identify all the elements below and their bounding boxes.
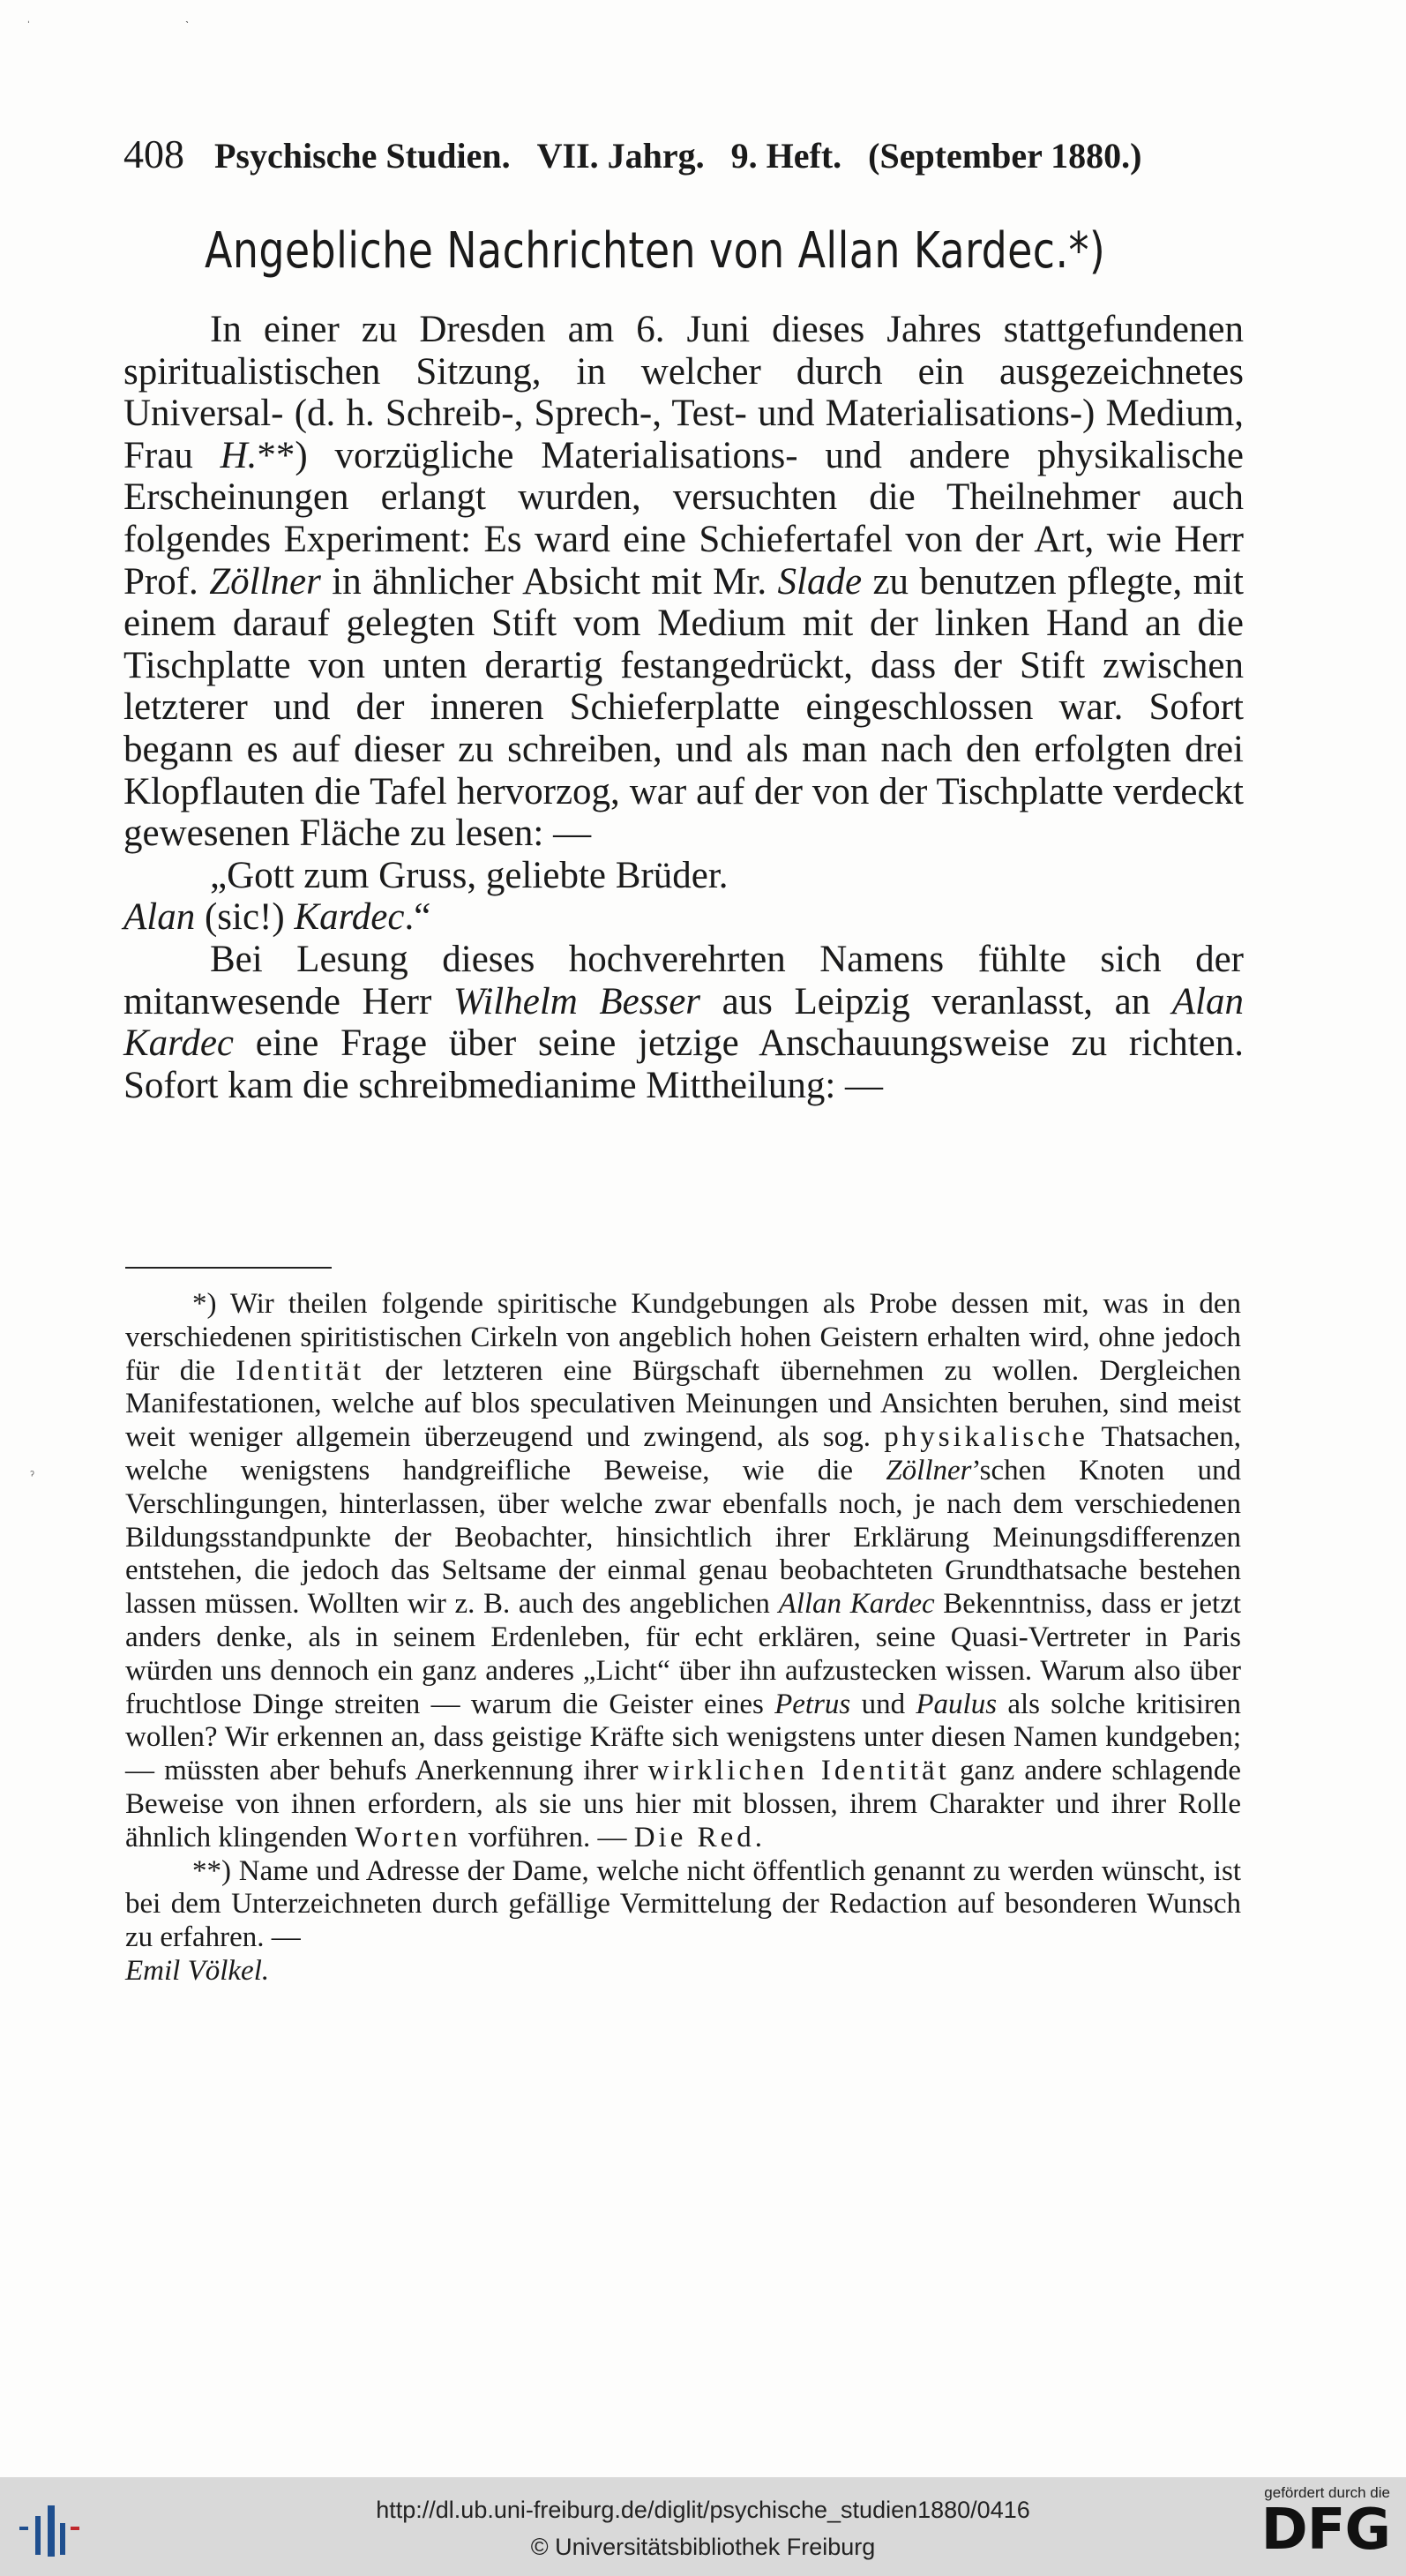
dfg-logo: DFG — [1260, 2497, 1390, 2563]
message-signature: Alan (sic!) Kardec.“ — [123, 896, 431, 939]
paragraph-2: Bei Lesung dieses hochverehrten Namens fühlte sich der mitanwesende Herr Wilhelm Besser aus Leipzig veranlasst, an Alan Kardec eine Frage über seine jetzige Anschauungsweise zu richten. Sofort kam die schreibmedianime Mittheilung: — — [123, 938, 1244, 1106]
volume-label: VII. Jahrg. — [536, 136, 705, 176]
issue-date: (September 1880.) — [868, 136, 1142, 176]
journal-title: Psychische Studien. — [214, 136, 511, 176]
article-title: Angebliche Nachrichten von Allan Kardec.*) — [205, 222, 1106, 280]
message-greeting: „Gott zum Gruss, geliebte Brüder. — [210, 854, 729, 896]
paragraph-1: In einer zu Dresden am 6. Juni dieses Jahres stattgefundenen spiritualistischen Sitzung, in welcher durch ein ausgezeichnetes Universal- (d. h. Schreib-, Sprech-, Test- und Materialisations-) Medium, Frau H.**) vorzügliche Materialisations- und andere physikalische Erscheinungen erlangt wurden, versuchten die Theilnehmer auch folgendes Experiment: Es ward eine Schiefertafel von der Art, wie Herr Prof. Zöllner in ähnlicher Absicht mit Mr. Slade zu benutzen pflegte, mit einem darauf gelegten Stift vom Medium mit der linken Hand an die Tischplatte von unten derartig festangedrückt, dass der Stift zwischen letzterer und der inneren Schieferplatte eingeschlossen war. Sofort begann es auf dieser zu schreiben, und als man nach den erfolgten drei Klopflauten die Tafel hervorzog, war auf der von der Tischplatte verdeckt gewesenen Fläche zu lesen: — — [123, 309, 1244, 855]
footnote-divider — [125, 1267, 332, 1269]
article-body — [123, 309, 1244, 1106]
footnotes — [125, 1288, 1241, 1988]
footnote-2: **) Name und Adresse der Dame, welche nicht öffentlich genannt zu werden wünscht, ist bei dem Unterzeichneten durch gefällige Vermittelung der Redaction auf besonderen Wunsch zu erfahren. — — [125, 1854, 1241, 1954]
scan-speck: ˀ — [30, 1468, 34, 1482]
dfg-caption: gefördert durch die — [1264, 2484, 1390, 2501]
page-number: 408 — [123, 131, 184, 176]
footnote-1: *) Wir theilen folgende spiritische Kundgebungen als Probe dessen mit, was in den verschiedenen spiritistischen Cirkeln von angeblich hohen Geistern erhalten wird, ohne jedoch für die Identität der letzteren eine Bürgschaft übernehmen zu wollen. Dergleichen Manifestationen, welche auf blos speculativen Meinungen und Ansichten beruhen, sind meist weit weniger allgemein überzeugend und zwingend, als sog. physikalische Thatsachen, welche wenigstens handgreifliche Beweise, wie die Zöllner’schen Knoten und Verschlingungen, hinterlassen, über welche zwar ebenfalls noch, je nach dem verschiedenen Bildungsstandpunkte der Beobachter, hinsichtlich ihrer Erklärung Meinungsdifferenzen entstehen, die jedoch das Seltsame der einmal genau beobachteten Grundthatsache bestehen lassen müssen. Wollten wir z. B. auch des angeblichen Allan Kardec Bekenntniss, dass er jetzt anders denke, als in seinem Erdenleben, für echt erklären, seine Quasi-Vertreter in Paris würden uns dennoch ein ganz anderes „Licht“ über ihn aufzustecken wissen. Warum also über fruchtlose Dinge streiten — warum die Geister eines Petrus und Paulus als solche kritisiren wollen? Wir erkennen an, dass geistige Kräfte sich wenigstens unter diesen Namen kundgeben; — müssten aber behufs Anerkennung ihrer wirklichen Identität ganz andere schlagende Beweise von ihnen erfordern, als sie uns hier mit blossen, ihrem Charakter und ihrer Rolle ähnlich klingenden Worten vorführen. — Die Red. — [125, 1288, 1242, 1853]
issue-label: 9. Heft. — [730, 136, 842, 176]
footer-bar — [0, 2477, 1406, 2576]
scan-speck: ˎ — [185, 9, 190, 23]
scan-speck: ˌ — [26, 9, 31, 23]
document-url[interactable]: http://dl.ub.uni-freiburg.de/diglit/psychische_studien1880/0416 — [376, 2497, 1030, 2523]
running-header — [123, 131, 1235, 177]
footnote-2-signature: Emil Völkel. — [125, 1954, 270, 1987]
copyright-notice: © Universitätsbibliothek Freiburg — [530, 2534, 876, 2560]
